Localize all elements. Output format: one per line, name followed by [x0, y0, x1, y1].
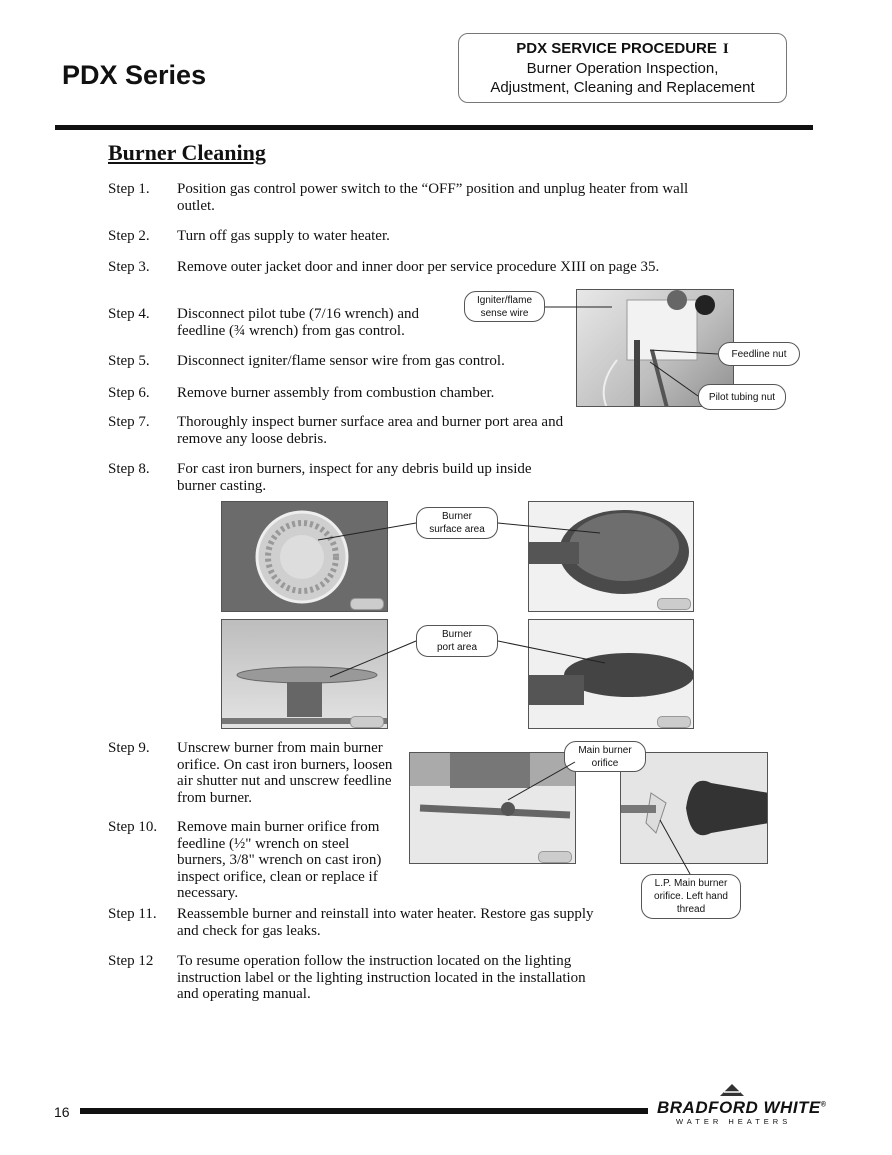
step-label: Step 2. [108, 228, 150, 244]
step-label: Step 1. [108, 181, 150, 197]
step-text: Unscrew burner from main burner orifice. On cast iron burners, loosen air shutter nut and unscrew feedline from burner. [177, 740, 393, 806]
step-text: Turn off gas supply to water heater. [177, 228, 390, 244]
step-label: Step 12 [108, 953, 154, 969]
procedure-subtitle-1: Burner Operation Inspection, [526, 60, 719, 77]
main-burner-orifice-callout: Main burner orifice [564, 741, 646, 772]
footer-rule [80, 1108, 648, 1114]
procedure-title: PDX SERVICE PROCEDURE I [516, 40, 729, 57]
feedline-nut-callout: Feedline nut [718, 342, 800, 366]
step-label: Step 9. [108, 740, 150, 756]
step-text: Remove burner assembly from combustion chamber. [177, 385, 495, 401]
series-title: PDX Series [62, 60, 207, 90]
step-label: Step 4. [108, 306, 150, 322]
surface-area-callout: Burner surface area [416, 507, 498, 539]
step-text: For cast iron burners, inspect for any debris build up inside burner casting. [177, 461, 532, 494]
page-number: 16 [54, 1104, 70, 1120]
brand-flame-icon [718, 1082, 746, 1098]
step-label: Step 5. [108, 353, 150, 369]
brand-subtitle: WATER HEATERS [676, 1117, 792, 1126]
step-text: Remove outer jacket door and inner door per service procedure XIII on page 35. [177, 259, 660, 275]
step-label: Step 11. [108, 906, 157, 922]
procedure-roman: I [722, 41, 729, 57]
lp-orifice-callout: L.P. Main burner orifice. Left hand thread [641, 874, 741, 919]
step-text: To resume operation follow the instruction located on the lighting instruction label or the lighting instruction located in the installation and operating manual. [177, 953, 586, 1002]
pilot-tubing-nut-callout: Pilot tubing nut [698, 384, 786, 410]
brand-logo: BRADFORD WHITE® [657, 1098, 827, 1117]
igniter-callout: Igniter/flame sense wire [464, 291, 545, 322]
section-title: Burner Cleaning [108, 140, 266, 165]
procedure-subtitle-2: Adjustment, Cleaning and Replacement [490, 79, 755, 96]
step-label: Step 3. [108, 259, 150, 275]
step-label: Step 6. [108, 385, 150, 401]
step-text: Position gas control power switch to the “OFF” position and unplug heater from wall outlet. [177, 181, 689, 214]
step-text: Disconnect pilot tube (7/16 wrench) and feedline (¾ wrench) from gas control. [177, 306, 420, 339]
step-text: Disconnect igniter/flame sensor wire from gas control. [177, 353, 505, 369]
step-text: Thoroughly inspect burner surface area and burner port area and remove any loose debris. [177, 414, 564, 447]
step-text: Reassemble burner and reinstall into water heater. Restore gas supply and check for gas leaks. [177, 906, 594, 939]
port-area-callout: Burner port area [416, 625, 498, 657]
step-text: Remove main burner orifice from feedline (½" wrench on steel burners, 3/8" wrench on cast iron) inspect orifice, clean or replace if necessary. [177, 819, 382, 901]
step-label: Step 10. [108, 819, 158, 835]
step-label: Step 7. [108, 414, 150, 430]
step-label: Step 8. [108, 461, 150, 477]
